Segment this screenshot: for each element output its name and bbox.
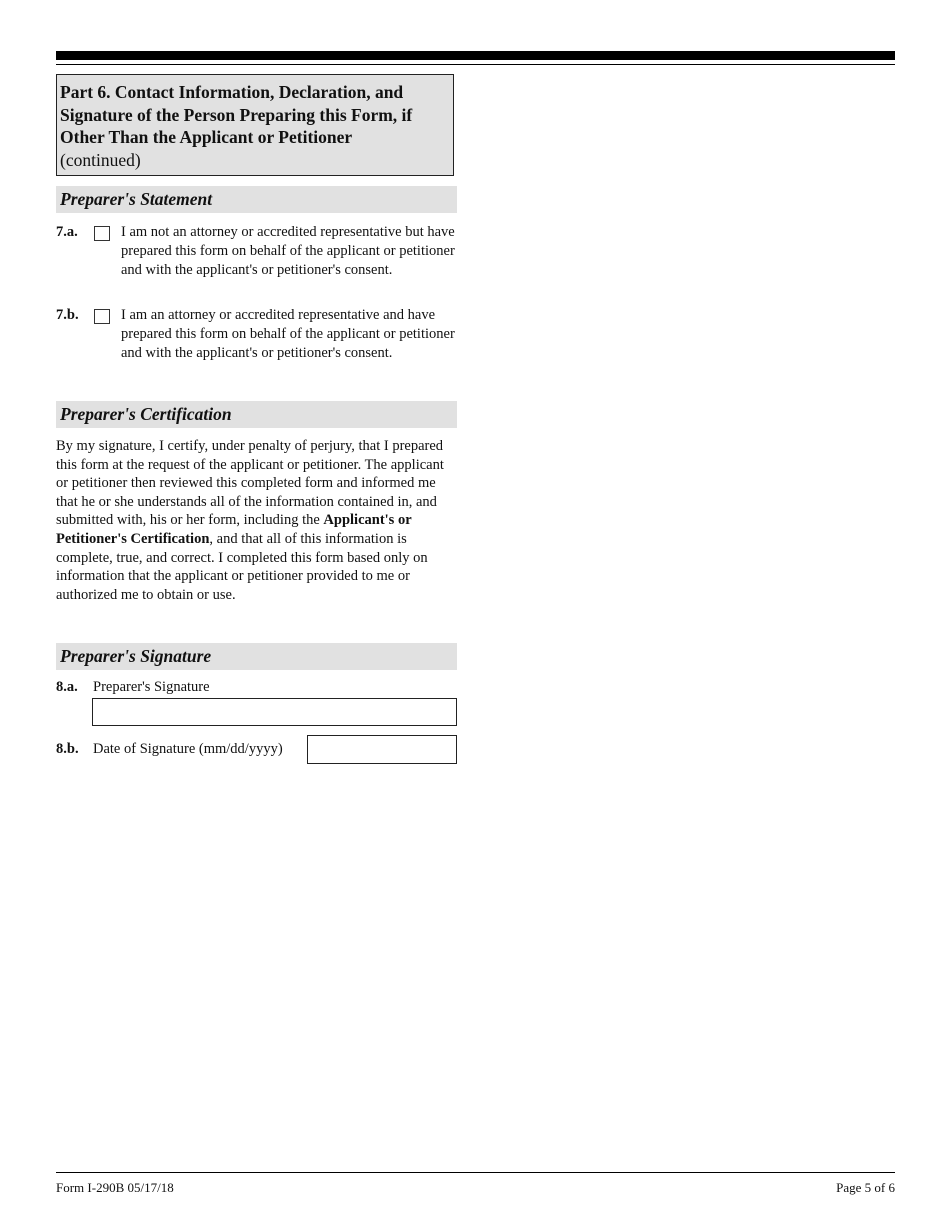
part-title: Part 6. Contact Information, Declaration, and Signature of the Person Preparing this Form, if Other Than the Applicant or Petitioner (60, 82, 413, 147)
date-label: Date of Signature (mm/dd/yyyy) (93, 741, 283, 757)
item-text-7b: I am an attorney or accredited representative and have prepared this form on behalf of the applicant or petitioner and with the applicant's or petitioner's consent. (121, 307, 455, 361)
item-number-8a: 8.a. (56, 679, 78, 695)
item-number-7b: 7.b. (56, 307, 79, 323)
item-text-7a: I am not an attorney or accredited representative but have prepared this form on behalf of the applicant or petitioner and with the applicant's or petitioner's consent. (121, 224, 455, 278)
certification-bold-phrase: Applicant's or Petitioner's Certification (56, 512, 412, 547)
item-number-8b: 8.b. (56, 741, 79, 757)
part-header (56, 74, 454, 176)
checkbox-7b[interactable] (94, 309, 110, 324)
date-field[interactable] (307, 735, 457, 764)
footer-form-id: Form I-290B 05/17/18 (56, 1180, 174, 1195)
footer-rule (56, 1172, 895, 1173)
header-rule-thick (56, 51, 895, 60)
certification-text-part-1: By my signature, I certify, under penalty of perjury, that I prepared this form at the request of the applicant or petitioner. The applicant or petitioner then reviewed this completed form and informed me that he or she understands all of the information contained in, and submitted with, his or her form, including the (56, 438, 444, 529)
section-heading-signature: Preparer's Signature (56, 643, 457, 670)
section-heading-certification: Preparer's Certification (56, 401, 457, 428)
checkbox-7a[interactable] (94, 226, 110, 241)
part-continued: (continued) (60, 149, 141, 170)
certification-text-part-2: , and that all of this information is complete, true, and correct. I completed this form based only on information that the applicant or petitioner provided to me or authorized me to obtain or use. (56, 530, 428, 603)
section-heading-statement: Preparer's Statement (56, 186, 457, 213)
footer-page-number: Page 5 of 6 (836, 1180, 895, 1195)
certification-paragraph (56, 437, 457, 604)
signature-field[interactable] (92, 698, 457, 726)
signature-label: Preparer's Signature (93, 679, 210, 695)
header-rule-thin (56, 64, 895, 65)
item-number-7a: 7.a. (56, 224, 78, 240)
